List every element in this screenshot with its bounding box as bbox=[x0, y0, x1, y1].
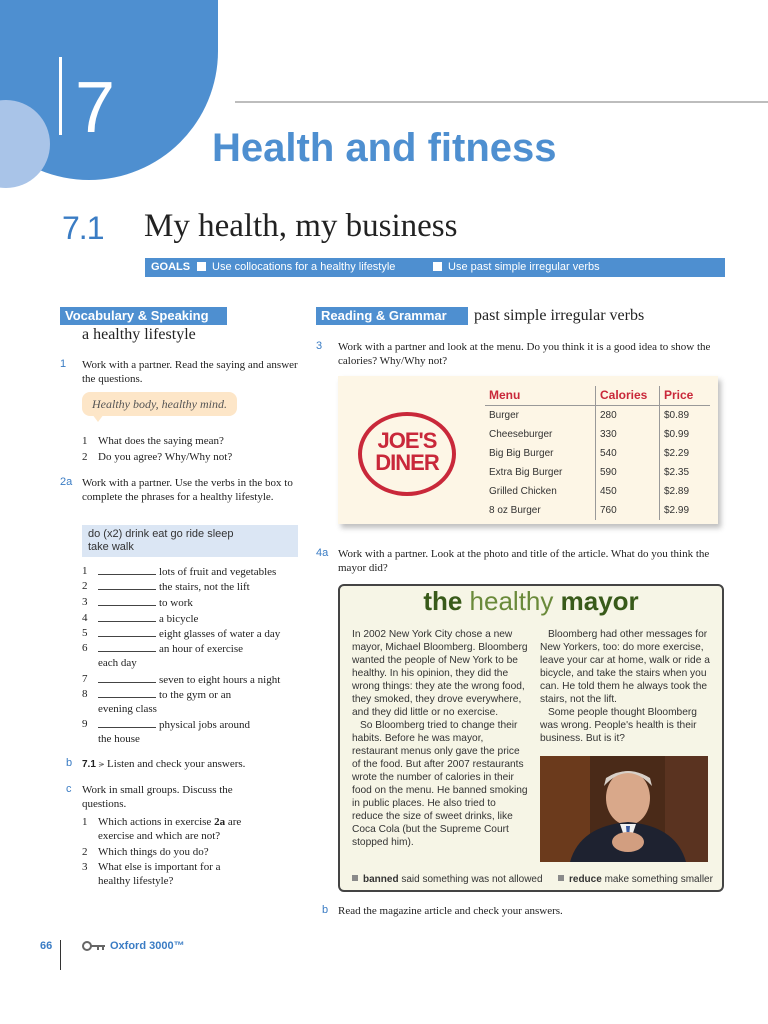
answer-blank[interactable] bbox=[98, 611, 156, 622]
phrase-item: 5 eight glasses of water a day bbox=[82, 627, 281, 640]
saying-bubble: Healthy body, healthy mind. bbox=[82, 392, 237, 416]
table-row: Extra Big Burger 590 $2.35 bbox=[485, 463, 710, 482]
audio-icon[interactable]: ⪫ bbox=[98, 759, 105, 770]
menu-table bbox=[485, 386, 710, 520]
answer-blank[interactable] bbox=[98, 564, 156, 575]
table-header-row: Menu Calories Price bbox=[485, 386, 710, 406]
section-subtitle: a healthy lifestyle bbox=[82, 326, 196, 343]
table-row: Grilled Chicken 450 $2.89 bbox=[485, 482, 710, 501]
exercise-number: 1 bbox=[60, 358, 67, 370]
article-column-2: Bloomberg had other messages for New Yorkers, too: do more exercise, leave your car at home, walk or ride a bicycle, and take the stairs when you can. He told them he always took the stairs, not the lift. Some people thought Bloomberg was wrong. People's health is their business. But is it? bbox=[540, 629, 710, 744]
table-row: 8 oz Burger 760 $2.99 bbox=[485, 501, 710, 520]
article-column-1: In 2002 New York City chose a new mayor, Michael Bloomberg. Bloomberg wanted the people of New York to be healthy. In his opinion, they did the wrong things: they ate the wrong food, they smoked, they drove everywhere, and they did little or no exercise. So Bloomberg tried to change their habits. Before he was mayor, restaurant menus only gave the price of the food. But after 2007 restaurants wrote the number of calories in their food on the menu. He banned smoking in public places. He also tried to reduce the size of sweet drinks, like Coca Cola (but the Supreme Court stopped him). bbox=[352, 629, 528, 848]
exercise-instruction: Read the magazine article and check your answers. bbox=[338, 905, 563, 917]
phrase-item: 9 physical jobs around the house bbox=[82, 718, 251, 745]
answer-blank[interactable] bbox=[98, 687, 156, 698]
phrase-item: 8 to the gym or an evening class bbox=[82, 688, 232, 715]
header-rule bbox=[235, 101, 768, 103]
glossary-item: banned said something was not allowed bbox=[352, 874, 543, 885]
audio-track[interactable]: 7.1 bbox=[82, 759, 96, 770]
answer-blank[interactable] bbox=[98, 672, 156, 683]
question-item: 2 Do you agree? Why/Why not? bbox=[82, 451, 233, 463]
mayor-photo-image bbox=[540, 756, 708, 862]
menu-card bbox=[338, 376, 718, 524]
exercise-instruction: Work in small groups. Discuss the questions. bbox=[82, 784, 233, 810]
key-icon bbox=[82, 939, 106, 957]
bubble-tail bbox=[92, 414, 104, 422]
checkbox-icon bbox=[197, 262, 206, 271]
exercise-instruction: Work with a partner. Read the saying and answer the questions. bbox=[82, 359, 298, 385]
question-item: 1 What does the saying mean? bbox=[82, 435, 224, 447]
table-row: Big Big Burger 540 $2.29 bbox=[485, 444, 710, 463]
checkbox-icon bbox=[433, 262, 442, 271]
goals-bar bbox=[145, 258, 725, 277]
section-tag-reading: Reading & Grammar bbox=[316, 307, 468, 325]
phrase-item: 1 lots of fruit and vegetables bbox=[82, 565, 277, 578]
chapter-number: 7 bbox=[75, 68, 116, 148]
oxford-3000-brand: Oxford 3000™ bbox=[110, 940, 185, 952]
listen-instruction: 7.1 ⪫ Listen and check your answers. bbox=[82, 758, 246, 770]
page-number: 66 bbox=[40, 940, 53, 952]
exercise-number: 3 bbox=[316, 340, 323, 352]
exercise-letter: b bbox=[66, 757, 73, 769]
question-item: 1 Which actions in exercise 2a are exercise and which are not? bbox=[82, 816, 242, 842]
answer-blank[interactable] bbox=[98, 595, 156, 606]
section-subtitle: past simple irregular verbs bbox=[474, 307, 645, 324]
lesson-title: My health, my business bbox=[144, 208, 458, 244]
chapter-title: Health and fitness bbox=[212, 126, 557, 170]
verb-box-line: take walk bbox=[88, 541, 134, 553]
article-title: the healthy mayor bbox=[423, 586, 639, 616]
article-box bbox=[338, 584, 724, 892]
goal-item: Use past simple irregular verbs bbox=[433, 261, 600, 273]
phrase-item: 4 a bicycle bbox=[82, 612, 199, 625]
phrase-item: 3 to work bbox=[82, 596, 193, 609]
mayor-photo bbox=[540, 756, 708, 862]
verb-box-line: do (x2) drink eat go ride sleep bbox=[88, 528, 234, 540]
exercise-instruction: Work with a partner and look at the menu. Do you think it is a good idea to show the calories? Why/Why not? bbox=[338, 341, 711, 367]
footer-divider bbox=[60, 940, 61, 970]
lesson-number: 7.1 bbox=[62, 210, 104, 246]
glossary-item: reduce make something smaller bbox=[558, 874, 713, 885]
answer-blank[interactable] bbox=[98, 626, 156, 637]
exercise-number: 4a bbox=[316, 547, 329, 559]
goal-item: Use collocations for a healthy lifestyle bbox=[197, 261, 395, 273]
phrase-item: 6 an hour of exercise each day bbox=[82, 642, 243, 669]
answer-blank[interactable] bbox=[98, 579, 156, 590]
phrase-item: 7 seven to eight hours a night bbox=[82, 673, 281, 686]
question-item: 2 Which things do you do? bbox=[82, 846, 209, 858]
answer-blank[interactable] bbox=[98, 717, 156, 728]
table-row: Burger 280 $0.89 bbox=[485, 406, 710, 426]
exercise-instruction: Work with a partner. Use the verbs in the box to complete the phrases for a healthy lifestyle. bbox=[82, 477, 293, 503]
goals-label: GOALS bbox=[151, 261, 191, 273]
verb-box bbox=[82, 525, 298, 557]
phrase-item: 2 the stairs, not the lift bbox=[82, 580, 250, 593]
answer-blank[interactable] bbox=[98, 641, 156, 652]
badge-divider bbox=[59, 57, 62, 135]
table-row: Cheeseburger 330 $0.99 bbox=[485, 425, 710, 444]
exercise-instruction: Work with a partner. Look at the photo and title of the article. What do you think the mayor did? bbox=[338, 548, 710, 574]
question-item: 3 What else is important for a healthy lifestyle? bbox=[82, 861, 221, 887]
exercise-letter: c bbox=[66, 783, 72, 795]
bullet-square-icon bbox=[558, 875, 564, 881]
bullet-square-icon bbox=[352, 875, 358, 881]
exercise-letter: b bbox=[322, 904, 329, 916]
exercise-number: 2a bbox=[60, 476, 73, 488]
section-tag-vocabulary: Vocabulary & Speaking bbox=[60, 307, 227, 325]
diner-logo: JOE'S DINER bbox=[358, 412, 456, 496]
